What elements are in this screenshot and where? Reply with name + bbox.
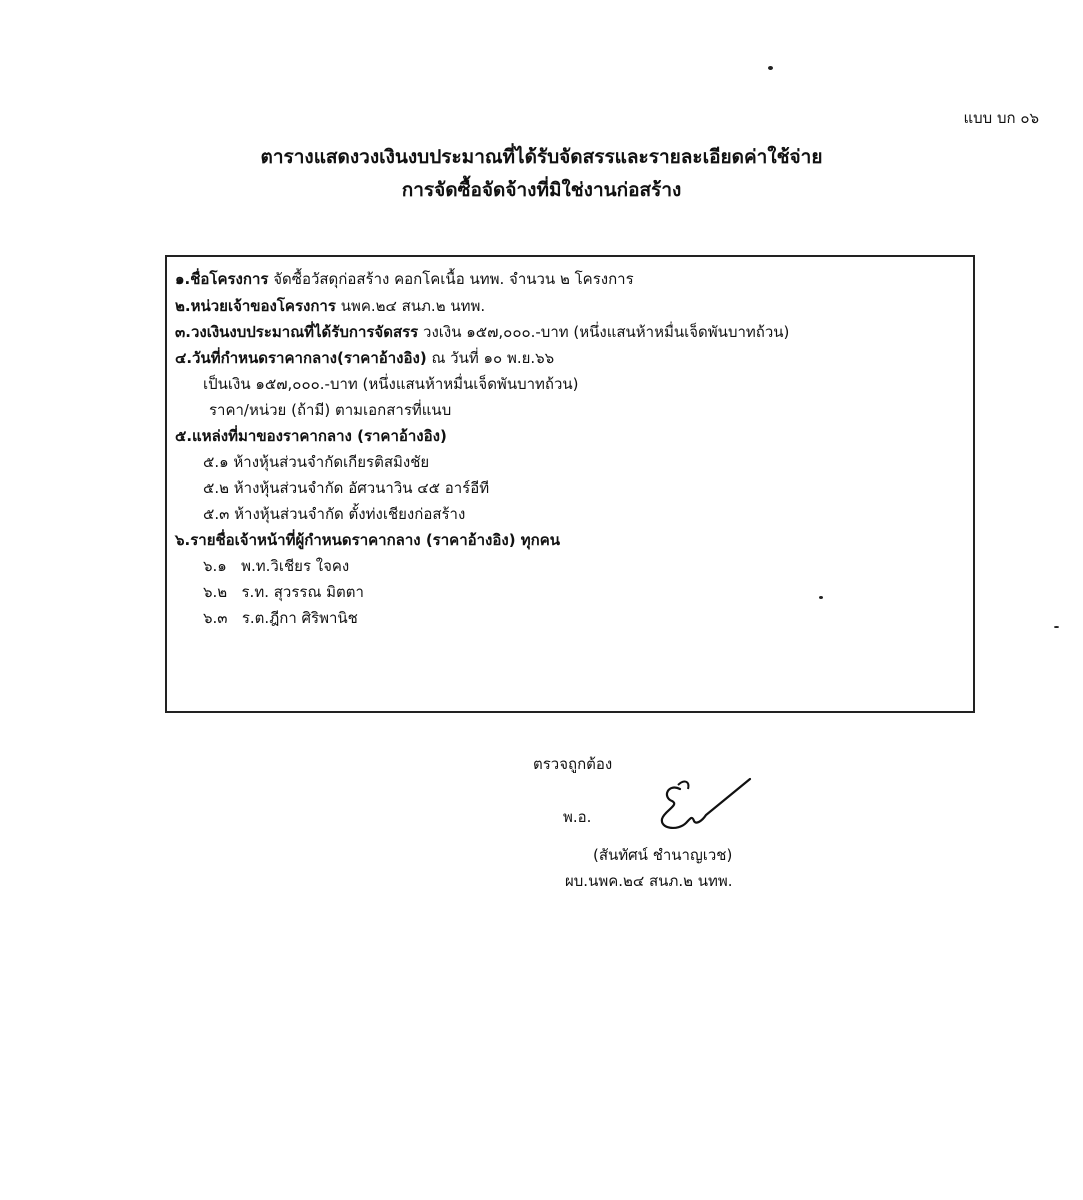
officer-row-2 [203, 580, 364, 604]
owner-value: นพค.๒๔ สนภ.๒ นทพ. [340, 297, 486, 315]
ref-date-row [175, 346, 554, 370]
scan-speck [819, 596, 823, 599]
ref-date-value: ณ วันที่ ๑๐ พ.ย.๖๖ [431, 349, 555, 367]
officer-row-3 [203, 606, 358, 630]
scan-speck [1054, 626, 1059, 628]
officer-no: ๖.๓ [203, 609, 228, 627]
officer-name: ร.ต.ฎีกา ศิริพานิช [241, 609, 358, 627]
ref-date-label: ๔.วันที่กำหนดราคากลาง(ราคาอ้างอิง) [175, 349, 427, 367]
owner-label: ๒.หน่วยเจ้าของโครงการ [175, 297, 336, 315]
budget-row [175, 320, 789, 344]
handwritten-signature [650, 775, 760, 835]
source-item-1: ๕.๑ ห้างหุ้นส่วนจำกัดเกียรติสมิงชัย [203, 453, 430, 471]
source-item-3: ๕.๓ ห้างหุ้นส่วนจำกัด ตั้งท่งเชียงก่อสร้าง [203, 505, 466, 523]
budget-label: ๓.วงเงินงบประมาณที่ได้รับการจัดสรร [175, 323, 419, 341]
signer-name: (สันทัศน์ ชำนาญเวช) [593, 846, 733, 864]
project-name-value: จัดซื้อวัสดุก่อสร้าง คอกโคเนื้อ นทพ. จำนวน ๒ โครงการ [273, 270, 634, 288]
officer-no: ๖.๑ [203, 557, 227, 575]
owner-row [175, 294, 485, 318]
verified-label: ตรวจถูกต้อง [533, 755, 613, 773]
budget-value: วงเงิน ๑๕๗,๐๐๐.-บาท (หนึ่งแสนห้าหมื่นเจ็ดพันบาทถ้วน) [423, 323, 790, 341]
officer-no: ๖.๒ [203, 583, 228, 601]
officer-row-1 [203, 554, 349, 578]
officers-label: ๖.รายชื่อเจ้าหน้าที่ผู้กำหนดราคากลาง (ราคาอ้างอิง) ทุกคน [175, 531, 561, 549]
project-name-row [175, 267, 634, 291]
details-box [165, 255, 975, 713]
source-item-2: ๕.๒ ห้างหุ้นส่วนจำกัด อัศวนาวิน ๔๕ อาร์อีที [203, 479, 490, 497]
amount-line: เป็นเงิน ๑๕๗,๐๐๐.-บาท (หนึ่งแสนห้าหมื่นเจ็ดพันบาทถ้วน) [203, 375, 579, 393]
signer-position: ผบ.นพค.๒๔ สนภ.๒ นทพ. [565, 872, 733, 890]
scan-speck [768, 66, 773, 70]
form-code: แบบ บก ๐๖ [963, 109, 1039, 127]
unit-price-line: ราคา/หน่วย (ถ้ามี) ตามเอกสารที่แนบ [209, 401, 452, 419]
project-name-label: ๑.ชื่อโครงการ [175, 270, 269, 288]
officer-name: พ.ท.วิเชียร ใจคง [241, 557, 350, 575]
signer-rank: พ.อ. [563, 808, 592, 826]
officer-name: ร.ท. สุวรรณ มิตตา [241, 583, 364, 601]
document-title-line2: การจัดซื้อจัดจ้างที่มิใช่งานก่อสร้าง [401, 179, 682, 201]
document-title-line1: ตารางแสดงวงเงินงบประมาณที่ได้รับจัดสรรและรายละเอียดค่าใช้จ่าย [260, 146, 823, 168]
sources-label: ๕.แหล่งที่มาของราคากลาง (ราคาอ้างอิง) [175, 427, 447, 445]
